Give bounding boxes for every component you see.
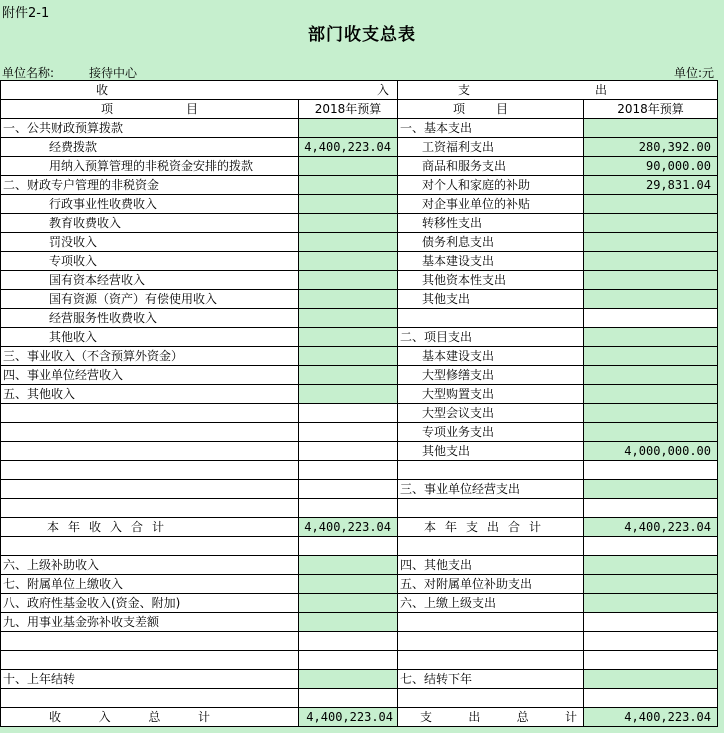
budget-header-right: 2018年预算: [584, 100, 718, 119]
income-item: 八、政府性基金收入(资金、附加): [1, 594, 299, 613]
income-header: 收 入: [1, 81, 398, 100]
income-item: [1, 651, 299, 670]
table-row: [1, 138, 718, 157]
expense-value[interactable]: [584, 689, 718, 708]
income-item: 教育收费收入: [1, 214, 299, 233]
income-value[interactable]: [299, 290, 398, 309]
income-item: [1, 632, 299, 651]
income-item: 五、其他收入: [1, 385, 299, 404]
income-value[interactable]: [299, 195, 398, 214]
income-item: 经费拨款: [1, 138, 299, 157]
table-row: [1, 176, 718, 195]
table-row: [1, 499, 718, 518]
table-row: [1, 309, 718, 328]
income-value[interactable]: [299, 366, 398, 385]
income-item: 一、公共财政预算拨款: [1, 119, 299, 138]
income-item: 九、用事业基金弥补收支差额: [1, 613, 299, 632]
income-value[interactable]: [299, 689, 398, 708]
expense-item: 债务利息支出: [398, 233, 584, 252]
table-row: [1, 556, 718, 575]
expense-value[interactable]: [584, 385, 718, 404]
expense-item: 商品和服务支出: [398, 157, 584, 176]
income-value[interactable]: [299, 613, 398, 632]
expense-item: 其他支出: [398, 290, 584, 309]
income-item: [1, 689, 299, 708]
expense-value[interactable]: [584, 613, 718, 632]
budget-table: [0, 80, 718, 727]
income-value[interactable]: [299, 214, 398, 233]
attachment-row: [0, 0, 724, 19]
income-item: [1, 499, 299, 518]
table-row: [1, 347, 718, 366]
table-row: [1, 461, 718, 480]
expense-value[interactable]: [584, 252, 718, 271]
income-value[interactable]: [299, 233, 398, 252]
income-value[interactable]: [299, 632, 398, 651]
expense-item: 四、其他支出: [398, 556, 584, 575]
income-value[interactable]: [299, 176, 398, 195]
expense-value[interactable]: [584, 594, 718, 613]
income-total-value[interactable]: 4,400,223.04: [299, 708, 398, 727]
expense-value[interactable]: [584, 214, 718, 233]
table-row: [1, 575, 718, 594]
income-item: 二、财政专户管理的非税资金: [1, 176, 299, 195]
expense-value[interactable]: [584, 651, 718, 670]
expense-item: 其他支出: [398, 442, 584, 461]
table-row: [1, 214, 718, 233]
expense-item: [398, 632, 584, 651]
header-row-1: [1, 81, 718, 100]
table-row: [1, 670, 718, 689]
income-value[interactable]: [299, 594, 398, 613]
blank-row: [1, 537, 718, 556]
table-row: [1, 385, 718, 404]
table-row: [1, 271, 718, 290]
income-item: [1, 404, 299, 423]
income-value[interactable]: [299, 670, 398, 689]
expense-value[interactable]: [584, 119, 718, 138]
expense-item: 大型修缮支出: [398, 366, 584, 385]
income-value[interactable]: [299, 309, 398, 328]
expense-item: [398, 461, 584, 480]
total-row: [1, 708, 718, 727]
expense-item: 专项业务支出: [398, 423, 584, 442]
expense-item: 大型购置支出: [398, 385, 584, 404]
income-item: 六、上级补助收入: [1, 556, 299, 575]
income-value[interactable]: [299, 480, 398, 499]
table-row: [1, 366, 718, 385]
expense-item: [398, 309, 584, 328]
income-item: 经营服务性收费收入: [1, 309, 299, 328]
item-header-left: 项 目: [1, 100, 299, 119]
table-row: [1, 233, 718, 252]
income-value[interactable]: [299, 157, 398, 176]
income-value[interactable]: [299, 423, 398, 442]
table-row: [1, 119, 718, 138]
expense-value[interactable]: [584, 499, 718, 518]
unit-name-label: 单位名称:: [2, 66, 55, 80]
unit-name-value: 接待中心: [89, 66, 138, 80]
expense-header: 支 出: [398, 81, 718, 100]
expense-item: 六、上缴上级支出: [398, 594, 584, 613]
income-value[interactable]: [299, 575, 398, 594]
income-value[interactable]: [299, 119, 398, 138]
expense-item: [398, 689, 584, 708]
table-row: [1, 252, 718, 271]
income-value[interactable]: [299, 347, 398, 366]
income-value[interactable]: 4,400,223.04: [299, 138, 398, 157]
budget-header-left: 2018年预算: [299, 100, 398, 119]
expense-subtotal-value[interactable]: 4,400,223.04: [584, 518, 718, 537]
expense-item: 五、对附属单位补助支出: [398, 575, 584, 594]
income-value[interactable]: [299, 651, 398, 670]
expense-value[interactable]: [584, 404, 718, 423]
income-value[interactable]: [299, 328, 398, 347]
income-item: [1, 442, 299, 461]
unit-row: [0, 61, 724, 80]
expense-value[interactable]: [584, 328, 718, 347]
expense-value[interactable]: [584, 670, 718, 689]
income-item: [1, 461, 299, 480]
table-row: [1, 328, 718, 347]
table-row: [1, 632, 718, 651]
expense-value[interactable]: 29,831.04: [584, 176, 718, 195]
table-row: [1, 423, 718, 442]
income-item: [1, 423, 299, 442]
income-value[interactable]: [299, 404, 398, 423]
table-row: [1, 613, 718, 632]
subtotal-row: [1, 518, 718, 537]
expense-item: 基本建设支出: [398, 347, 584, 366]
income-subtotal-value[interactable]: 4,400,223.04: [299, 518, 398, 537]
expense-total-value[interactable]: 4,400,223.04: [584, 708, 718, 727]
expense-item: [398, 499, 584, 518]
expense-value[interactable]: 4,000,000.00: [584, 442, 718, 461]
income-item: 用纳入预算管理的非税资金安排的拨款: [1, 157, 299, 176]
table-row: [1, 442, 718, 461]
table-row: [1, 290, 718, 309]
income-value[interactable]: [299, 252, 398, 271]
income-value[interactable]: [299, 556, 398, 575]
expense-value[interactable]: [584, 461, 718, 480]
income-value[interactable]: [299, 461, 398, 480]
income-item: 四、事业单位经营收入: [1, 366, 299, 385]
expense-item: 三、事业单位经营支出: [398, 480, 584, 499]
currency-unit: 单位:元: [673, 66, 714, 80]
expense-item: 对企事业单位的补贴: [398, 195, 584, 214]
expense-item: 大型会议支出: [398, 404, 584, 423]
income-total-label: 收 入 总 计: [1, 708, 299, 727]
expense-item: 对个人和家庭的补助: [398, 176, 584, 195]
expense-item: [398, 613, 584, 632]
page-title: 部门收支总表: [308, 25, 416, 45]
item-header-right: 项 目: [398, 100, 584, 119]
income-item: 罚没收入: [1, 233, 299, 252]
expense-value[interactable]: [584, 632, 718, 651]
income-item: 七、附属单位上缴收入: [1, 575, 299, 594]
expense-item: 一、基本支出: [398, 119, 584, 138]
income-value[interactable]: [299, 442, 398, 461]
income-value[interactable]: [299, 499, 398, 518]
expense-item: 工资福利支出: [398, 138, 584, 157]
header-row-2: [1, 100, 718, 119]
income-item: 专项收入: [1, 252, 299, 271]
expense-item: [398, 651, 584, 670]
table-row: [1, 594, 718, 613]
attachment-label: 附件2-1: [2, 6, 50, 21]
income-item: 三、事业收入（不含预算外资金）: [1, 347, 299, 366]
expense-value[interactable]: [584, 556, 718, 575]
table-row: [1, 689, 718, 708]
expense-value[interactable]: [584, 233, 718, 252]
expense-value[interactable]: 90,000.00: [584, 157, 718, 176]
table-row: [1, 404, 718, 423]
income-item: 其他收入: [1, 328, 299, 347]
expense-item: 转移性支出: [398, 214, 584, 233]
income-item: 国有资源（资产）有偿使用收入: [1, 290, 299, 309]
expense-value[interactable]: 280,392.00: [584, 138, 718, 157]
income-item: 十、上年结转: [1, 670, 299, 689]
expense-value[interactable]: [584, 575, 718, 594]
expense-value[interactable]: [584, 423, 718, 442]
table-row: [1, 651, 718, 670]
table-row: [1, 157, 718, 176]
expense-value[interactable]: [584, 290, 718, 309]
expense-item: 七、结转下年: [398, 670, 584, 689]
expense-item: 其他资本性支出: [398, 271, 584, 290]
expense-item: 二、项目支出: [398, 328, 584, 347]
expense-value[interactable]: [584, 347, 718, 366]
expense-value[interactable]: [584, 366, 718, 385]
income-value[interactable]: [299, 271, 398, 290]
expense-value[interactable]: [584, 309, 718, 328]
income-item: [1, 480, 299, 499]
table-row: [1, 480, 718, 499]
expense-value[interactable]: [584, 480, 718, 499]
expense-item: 基本建设支出: [398, 252, 584, 271]
table-row: [1, 195, 718, 214]
income-subtotal-label: 本年收入合计: [1, 518, 299, 537]
income-value[interactable]: [299, 385, 398, 404]
income-item: 国有资本经营收入: [1, 271, 299, 290]
expense-subtotal-label: 本年支出合计: [398, 518, 584, 537]
expense-value[interactable]: [584, 271, 718, 290]
expense-total-label: 支 出 总 计: [398, 708, 584, 727]
expense-value[interactable]: [584, 195, 718, 214]
income-item: 行政事业性收费收入: [1, 195, 299, 214]
